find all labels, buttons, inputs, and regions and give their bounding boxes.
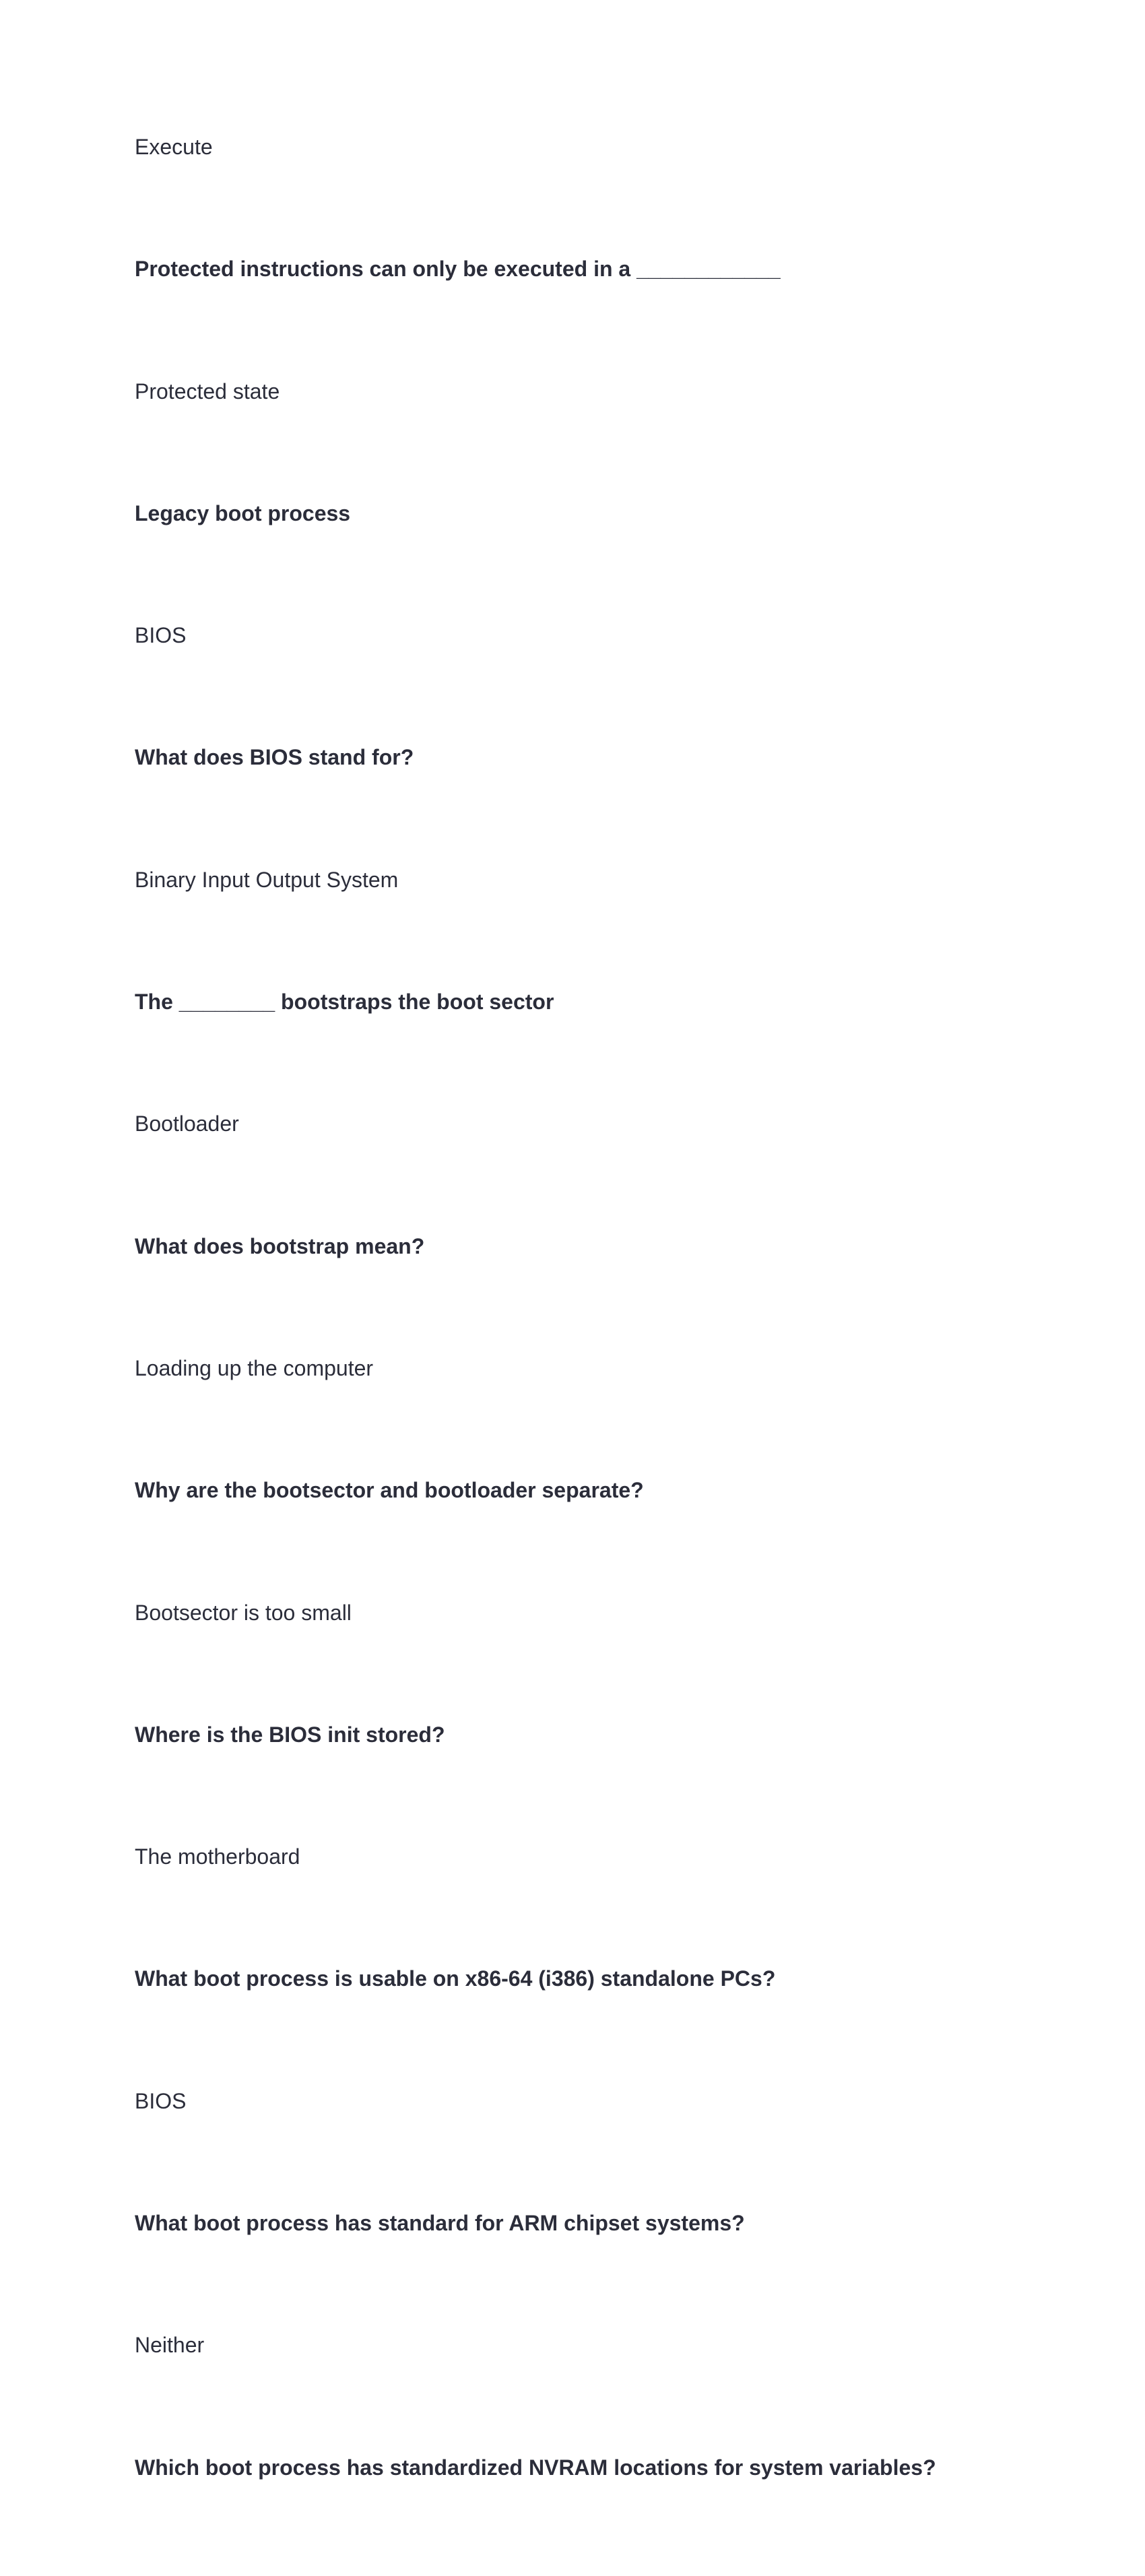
answer-text: The motherboard [135, 1844, 300, 1869]
question-text: What does BIOS stand for? [135, 745, 414, 770]
question-text: Why are the bootsector and bootloader separate? [135, 1478, 644, 1503]
answer-text: BIOS [135, 623, 187, 648]
answer-text: Bootloader [135, 1112, 239, 1136]
answer-text: Neither [135, 2333, 205, 2358]
answer-text: Execute [135, 135, 213, 159]
answer-text: BIOS [135, 2088, 187, 2113]
question-text: What boot process has standard for ARM chipset systems? [135, 2211, 745, 2236]
answer-text: Loading up the computer [135, 1355, 374, 1380]
answer-text: Bootsector is too small [135, 1600, 352, 1625]
question-text: What boot process is usable on x86-64 (i386) standalone PCs? [135, 1966, 776, 1991]
question-text: Where is the BIOS init stored? [135, 1722, 445, 1747]
question-text: What does bootstrap mean? [135, 1233, 425, 1258]
question-text: Legacy boot process [135, 501, 351, 525]
flashcard-list [135, 133, 1078, 2576]
question-text: Which boot process has standardized NVRAM locations for system variables? [135, 2455, 936, 2480]
answer-text: Protected state [135, 379, 280, 404]
question-text: Protected instructions can only be executed in a ____________ [135, 257, 781, 282]
answer-text: Binary Input Output System [135, 867, 399, 892]
question-text: The ________ bootstraps the boot sector [135, 990, 554, 1015]
